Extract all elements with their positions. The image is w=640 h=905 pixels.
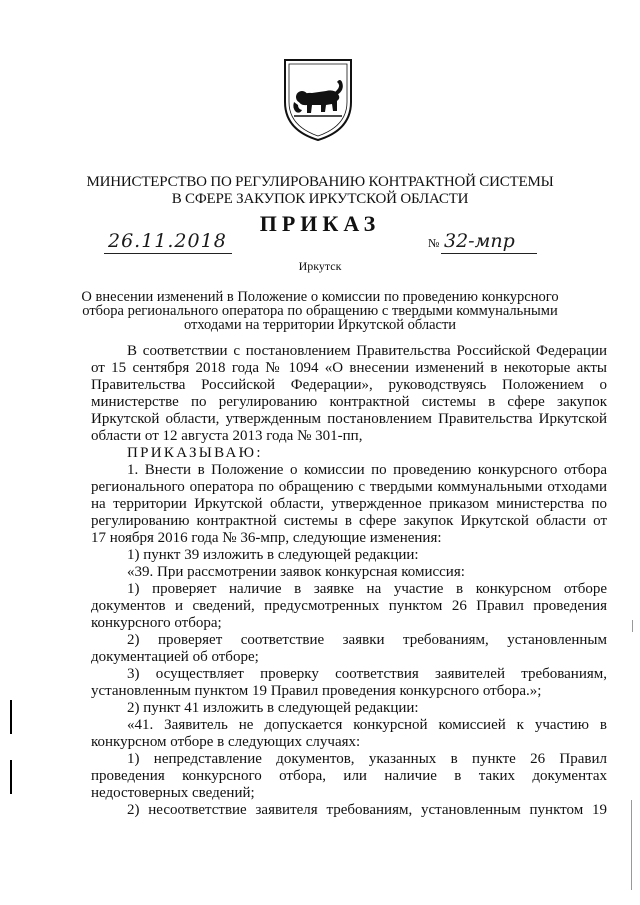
body-line: «39. При рассмотрении заявок конкурсная комиссия:	[127, 564, 465, 580]
body-line: регионального оператора по обращению с твердыми коммунальными отходами	[91, 479, 607, 495]
body-line: Правительства Российской Федерации», руководствуясь Положением о	[91, 377, 607, 393]
handwritten-date: 26.11.2018	[108, 230, 227, 252]
body-line: 1) проверяет наличие в заявке на участие в конкурсном отборе	[127, 581, 607, 597]
body-line: 17 ноября 2016 года № 36-мпр, следующие изменения:	[91, 530, 442, 546]
ministry-name-line2: В СФЕРЕ ЗАКУПОК ИРКУТСКОЙ ОБЛАСТИ	[171, 191, 469, 207]
body-line: 1. Внести в Положение о комиссии по проведению конкурсного отбора	[127, 462, 607, 478]
number-label: №	[428, 236, 440, 250]
subject-line: отходами на территории Иркутской области	[183, 317, 457, 333]
body-line: 1) непредставление документов, указанных в пункте 26 Правил	[127, 751, 607, 767]
subject-line: отбора регионального оператора по обращению с твердыми коммунальными	[82, 303, 558, 319]
body-line: проведения конкурсного отбора, или наличие в таких документах	[91, 768, 607, 784]
date-underline	[104, 253, 232, 254]
body-line: установленным пунктом 19 Правил проведения конкурсного отбора.»;	[91, 683, 542, 699]
body-line: документов и сведений, предусмотренных пунктом 26 Правил проведения	[91, 598, 607, 614]
document-title: ПРИКАЗ	[259, 211, 381, 236]
decree-word: ПРИКАЗЫВАЮ:	[127, 445, 263, 461]
body-line: недостоверных сведений;	[91, 785, 255, 801]
city-name: Иркутск	[298, 259, 342, 273]
subject-line: О внесении изменений в Положение о комиссии по проведению конкурсного	[81, 289, 559, 305]
body-line: регулированию контрактной системы в сфере закупок Иркутской области от	[91, 513, 607, 529]
number-underline	[441, 253, 537, 254]
scan-margin-mark	[631, 800, 632, 890]
order-body	[91, 343, 607, 819]
scan-margin-mark	[10, 760, 12, 794]
body-line: области от 12 августа 2013 года № 301-пп,	[91, 428, 363, 444]
body-line: В соответствии с постановлением Правительства Российской Федерации	[127, 343, 607, 359]
body-line: конкурсного отбора;	[91, 615, 222, 631]
body-line: документацией об отборе;	[91, 649, 259, 665]
body-line: 3) осуществляет проверку соответствия заявителей требованиям,	[127, 666, 607, 682]
scan-margin-mark	[10, 700, 12, 734]
body-line: министерстве по регулированию контрактной системы в сфере закупок	[91, 394, 607, 410]
body-line: 2) проверяет соответствие заявки требованиям, установленным	[127, 632, 607, 648]
body-line: 2) несоответствие заявителя требованиям, установленным пунктом 19	[127, 802, 607, 818]
ministry-name-line1: МИНИСТЕРСТВО ПО РЕГУЛИРОВАНИЮ КОНТРАКТНОЙ СИСТЕМЫ	[86, 174, 554, 190]
body-line: на территории Иркутской области, утвержденное приказом министерства по	[91, 496, 607, 512]
body-line: 1) пункт 39 изложить в следующей редакции:	[127, 547, 419, 563]
body-line: от 15 сентября 2018 года № 1094 «О внесении изменений в некоторые акты	[91, 360, 607, 376]
body-line: «41. Заявитель не допускается конкурсной комиссией к участию в	[127, 717, 607, 733]
coat-of-arms-emblem	[282, 56, 354, 142]
handwritten-order-number: 32-мпр	[444, 230, 515, 252]
body-line: Иркутской области, утвержденным постановлением Правительства Иркутской	[91, 411, 607, 427]
scan-margin-mark	[632, 620, 633, 632]
body-line: 2) пункт 41 изложить в следующей редакции:	[127, 700, 419, 716]
body-line: конкурсном отборе в следующих случаях:	[91, 734, 361, 750]
order-subject	[70, 290, 570, 332]
